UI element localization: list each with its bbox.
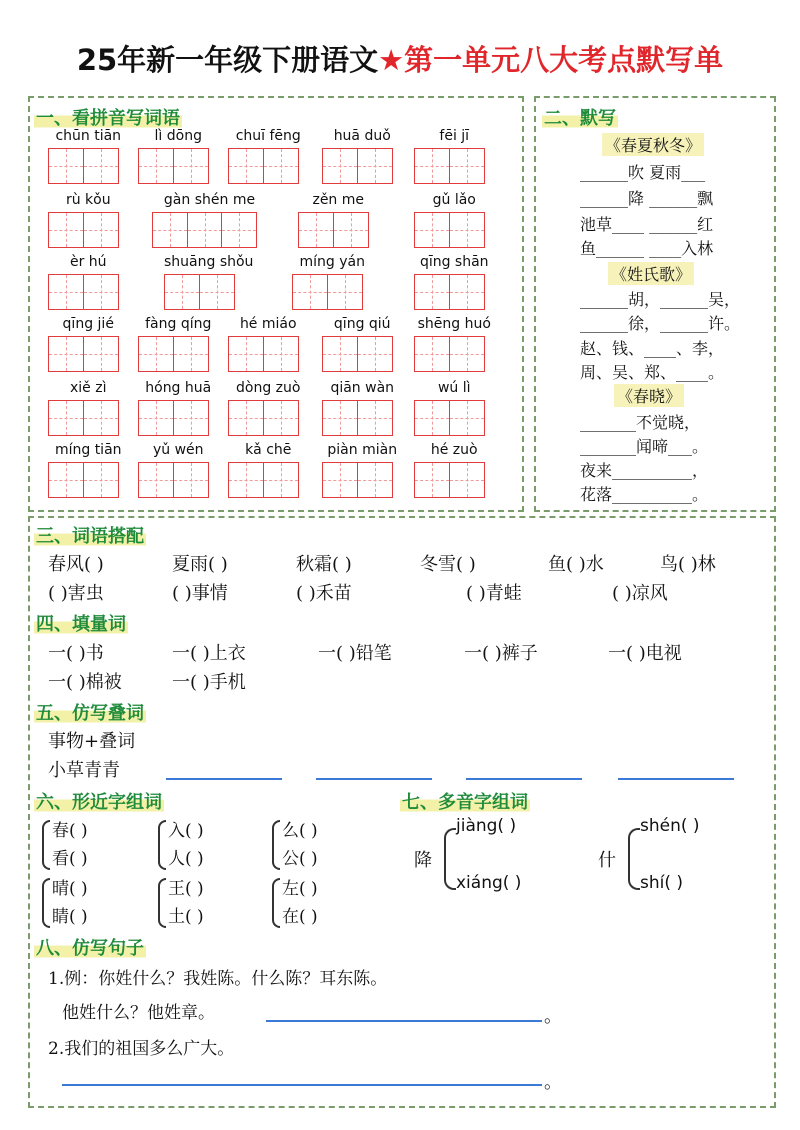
answer-line[interactable]: [166, 778, 282, 780]
writing-cell[interactable]: [357, 400, 393, 436]
writing-cell[interactable]: [333, 212, 369, 248]
match-item: 春风( ): [48, 554, 104, 575]
section-8-title: 八、仿写句子: [34, 934, 146, 960]
pinyin-label: chūn tiān: [55, 128, 122, 144]
writing-grid[interactable]: [48, 400, 117, 436]
writing-cell[interactable]: [173, 336, 209, 372]
redup-example: 小草青青: [48, 760, 120, 781]
measure-item: 一( )裤子: [464, 643, 538, 664]
pinyin-label: gàn shén me: [163, 192, 256, 208]
writing-cell[interactable]: [449, 336, 485, 372]
match-item: ( )凉风: [612, 583, 668, 604]
writing-cell[interactable]: [48, 148, 84, 184]
poem-title-3: 《春晓》: [614, 384, 684, 407]
similar-char-item: 左( ): [282, 879, 318, 899]
writing-cell[interactable]: [414, 148, 450, 184]
measure-item: 一( )铅笔: [318, 643, 392, 664]
polyphone-char: 降: [414, 850, 432, 871]
writing-grid[interactable]: [322, 148, 391, 184]
writing-grid[interactable]: [48, 212, 117, 248]
writing-cell[interactable]: [449, 462, 485, 498]
brace: [158, 820, 166, 870]
writing-cell[interactable]: [138, 462, 174, 498]
brace: [42, 878, 50, 928]
brace: [158, 878, 166, 928]
writing-cell[interactable]: [173, 148, 209, 184]
polyphone-reading: jiàng( ): [456, 816, 517, 836]
similar-char-item: 土( ): [168, 907, 204, 927]
match-item: ( )青蛙: [466, 583, 522, 604]
writing-cell[interactable]: [449, 400, 485, 436]
pinyin-label: xiě zì: [70, 380, 107, 396]
writing-grid[interactable]: [48, 148, 117, 184]
pinyin-label: yǔ wén: [152, 442, 204, 458]
writing-cell[interactable]: [83, 212, 119, 248]
section-6-title: 六、形近字组词: [34, 788, 164, 814]
writing-grid[interactable]: [138, 462, 207, 498]
writing-grid[interactable]: [228, 148, 297, 184]
poem-line: 鱼______ ____入林: [580, 239, 714, 258]
writing-cell[interactable]: [83, 336, 119, 372]
writing-cell[interactable]: [449, 212, 485, 248]
writing-grid[interactable]: [138, 400, 207, 436]
writing-grid[interactable]: [138, 336, 207, 372]
writing-cell[interactable]: [263, 336, 299, 372]
similar-char-item: 春( ): [52, 821, 88, 841]
writing-cell[interactable]: [83, 462, 119, 498]
writing-cell[interactable]: [228, 462, 264, 498]
writing-cell[interactable]: [322, 462, 358, 498]
writing-cell[interactable]: [228, 400, 264, 436]
match-item: ( )禾苗: [296, 583, 352, 604]
poem-line: 夜来__________，: [580, 461, 709, 480]
polyphone-reading: shí( ): [640, 873, 684, 893]
redup-hint: 事物+叠词: [48, 731, 136, 752]
section-2-title: 二、默写: [542, 104, 618, 130]
similar-char-item: 么( ): [282, 821, 318, 841]
brace: [628, 828, 640, 890]
pinyin-label: dòng zuò: [236, 380, 301, 396]
writing-grid[interactable]: [164, 274, 233, 310]
writing-grid[interactable]: [228, 336, 297, 372]
writing-grid[interactable]: [322, 336, 391, 372]
writing-cell[interactable]: [199, 274, 235, 310]
measure-item: 一( )手机: [172, 672, 246, 693]
poem-line: 花落__________。: [580, 485, 709, 504]
section-5-title: 五、仿写叠词: [34, 699, 146, 725]
pinyin-label: qiān wàn: [330, 380, 395, 396]
match-item: ( )害虫: [48, 583, 104, 604]
pinyin-label: qīng shān: [419, 254, 489, 270]
pinyin-label: fàng qíng: [145, 316, 212, 332]
writing-grid[interactable]: [414, 336, 483, 372]
writing-grid[interactable]: [322, 462, 391, 498]
writing-cell[interactable]: [322, 336, 358, 372]
poem-line: _______不觉晓，: [580, 413, 701, 432]
writing-cell[interactable]: [83, 400, 119, 436]
writing-cell[interactable]: [414, 462, 450, 498]
title-part1: 25年新一年级下册语文: [76, 43, 379, 77]
writing-grid[interactable]: [322, 400, 391, 436]
similar-char-item: 看( ): [52, 849, 88, 869]
similar-char-item: 在( ): [282, 907, 318, 927]
pinyin-label: wú lì: [437, 380, 471, 396]
star-icon: ★: [378, 43, 405, 77]
poem-line: ______胡，______吴，: [580, 290, 741, 309]
writing-grid[interactable]: [48, 336, 117, 372]
writing-cell[interactable]: [414, 400, 450, 436]
measure-item: 一( )书: [48, 643, 104, 664]
writing-cell[interactable]: [228, 148, 264, 184]
writing-cell[interactable]: [48, 400, 84, 436]
writing-cell[interactable]: [322, 148, 358, 184]
section-4-title: 四、填量词: [34, 610, 128, 636]
poem-line: ______吹 夏雨___: [580, 163, 706, 182]
answer-line[interactable]: [618, 778, 734, 780]
writing-cell[interactable]: [187, 212, 223, 248]
pinyin-label: hóng huā: [145, 380, 212, 396]
period: 。: [544, 1072, 562, 1093]
writing-cell[interactable]: [48, 336, 84, 372]
writing-cell[interactable]: [292, 274, 328, 310]
similar-char-item: 晴( ): [52, 879, 88, 899]
brace: [42, 820, 50, 870]
similar-char-item: 睛( ): [52, 907, 88, 927]
sentence-prompt: 他姓什么？他姓章。: [62, 1003, 215, 1023]
writing-grid[interactable]: [414, 400, 483, 436]
writing-cell[interactable]: [83, 274, 119, 310]
measure-item: 一( )上衣: [172, 643, 246, 664]
pinyin-label: gǔ lǎo: [432, 192, 476, 208]
writing-cell[interactable]: [322, 400, 358, 436]
sentence-example-2: 2.我们的祖国多么广大。: [48, 1039, 235, 1059]
pinyin-label: lì dōng: [154, 128, 202, 144]
pinyin-label: huā duǒ: [333, 128, 391, 144]
answer-line[interactable]: [316, 778, 432, 780]
match-item: 冬雪( ): [420, 554, 476, 575]
writing-cell[interactable]: [138, 400, 174, 436]
answer-line[interactable]: [266, 1020, 542, 1022]
writing-cell[interactable]: [48, 274, 84, 310]
writing-grid[interactable]: [138, 148, 207, 184]
pinyin-label: chuī fēng: [235, 128, 301, 144]
writing-cell[interactable]: [173, 462, 209, 498]
writing-cell[interactable]: [357, 336, 393, 372]
writing-grid[interactable]: [414, 148, 483, 184]
answer-line[interactable]: [466, 778, 582, 780]
writing-cell[interactable]: [263, 462, 299, 498]
writing-cell[interactable]: [414, 212, 450, 248]
section-3-title: 三、词语搭配: [34, 522, 146, 548]
writing-cell[interactable]: [414, 274, 450, 310]
poem-line: ______降 ______飘: [580, 189, 714, 208]
pinyin-label: qīng qiú: [333, 316, 391, 332]
writing-cell[interactable]: [221, 212, 257, 248]
writing-cell[interactable]: [414, 336, 450, 372]
writing-grid[interactable]: [48, 274, 117, 310]
writing-grid[interactable]: [414, 212, 483, 248]
writing-cell[interactable]: [449, 274, 485, 310]
writing-cell[interactable]: [48, 212, 84, 248]
pinyin-label: míng yán: [299, 254, 365, 270]
pinyin-label: shuāng shǒu: [164, 254, 254, 270]
period: 。: [544, 1006, 562, 1027]
pinyin-label: shēng huó: [417, 316, 491, 332]
poem-title-1: 《春夏秋冬》: [602, 133, 704, 156]
page-title: [0, 38, 800, 79]
similar-char-item: 公( ): [282, 849, 318, 869]
writing-grid[interactable]: [298, 212, 367, 248]
pinyin-label: kǎ chē: [245, 442, 292, 458]
writing-grid[interactable]: [152, 212, 256, 248]
brace: [272, 820, 280, 870]
pinyin-label: piàn miàn: [327, 442, 398, 458]
writing-cell[interactable]: [48, 462, 84, 498]
section-7-title: 七、多音字组词: [400, 788, 530, 814]
writing-cell[interactable]: [298, 212, 334, 248]
measure-item: 一( )棉被: [48, 672, 122, 693]
writing-grid[interactable]: [414, 462, 483, 498]
answer-line[interactable]: [62, 1084, 542, 1086]
poem-line: ______徐，______许。: [580, 314, 741, 333]
poem-line: 赵、钱、____、李，: [580, 339, 725, 358]
poem-line: 池草____ ______红: [580, 215, 714, 234]
similar-char-item: 人( ): [168, 849, 204, 869]
writing-cell[interactable]: [357, 148, 393, 184]
pinyin-label: míng tiān: [54, 442, 122, 458]
writing-cell[interactable]: [138, 148, 174, 184]
writing-cell[interactable]: [83, 148, 119, 184]
writing-grid[interactable]: [228, 400, 297, 436]
brace: [444, 828, 456, 890]
poem-line: _______闻啼___。: [580, 437, 709, 456]
pinyin-label: qīng jié: [62, 316, 114, 332]
pinyin-label: hé miáo: [239, 316, 297, 332]
writing-cell[interactable]: [228, 336, 264, 372]
section-1-title: 一、看拼音写词语: [34, 104, 182, 130]
writing-cell[interactable]: [357, 462, 393, 498]
polyphone-reading: shén( ): [640, 816, 700, 836]
brace: [272, 878, 280, 928]
poem-line: 周、吴、郑、____。: [580, 363, 725, 382]
writing-cell[interactable]: [173, 400, 209, 436]
writing-grid[interactable]: [292, 274, 361, 310]
pinyin-label: hé zuò: [430, 442, 478, 458]
writing-cell[interactable]: [152, 212, 188, 248]
match-item: 鸟( )林: [660, 554, 716, 575]
writing-cell[interactable]: [164, 274, 200, 310]
match-item: 鱼( )水: [548, 554, 604, 575]
writing-cell[interactable]: [138, 336, 174, 372]
measure-item: 一( )电视: [608, 643, 682, 664]
writing-cell[interactable]: [263, 148, 299, 184]
polyphone-char: 什: [598, 850, 616, 871]
writing-cell[interactable]: [263, 400, 299, 436]
similar-char-item: 王( ): [168, 879, 204, 899]
match-item: ( )事情: [172, 583, 228, 604]
sentence-example: 1.例：你姓什么？我姓陈。什么陈？耳东陈。: [48, 969, 388, 989]
pinyin-label: èr hú: [69, 254, 107, 270]
pinyin-label: rù kǒu: [65, 192, 111, 208]
writing-cell[interactable]: [327, 274, 363, 310]
writing-grid[interactable]: [414, 274, 483, 310]
writing-grid[interactable]: [228, 462, 297, 498]
similar-char-item: 入( ): [168, 821, 204, 841]
poem-title-2: 《姓氏歌》: [608, 262, 694, 285]
title-part2: 第一单元八大考点默写单: [404, 43, 724, 77]
match-item: 夏雨( ): [172, 554, 228, 575]
pinyin-label: zěn me: [312, 192, 365, 208]
match-item: 秋霜( ): [296, 554, 352, 575]
polyphone-reading: xiáng( ): [456, 873, 522, 893]
writing-cell[interactable]: [449, 148, 485, 184]
writing-grid[interactable]: [48, 462, 117, 498]
pinyin-label: fēi jī: [439, 128, 470, 144]
